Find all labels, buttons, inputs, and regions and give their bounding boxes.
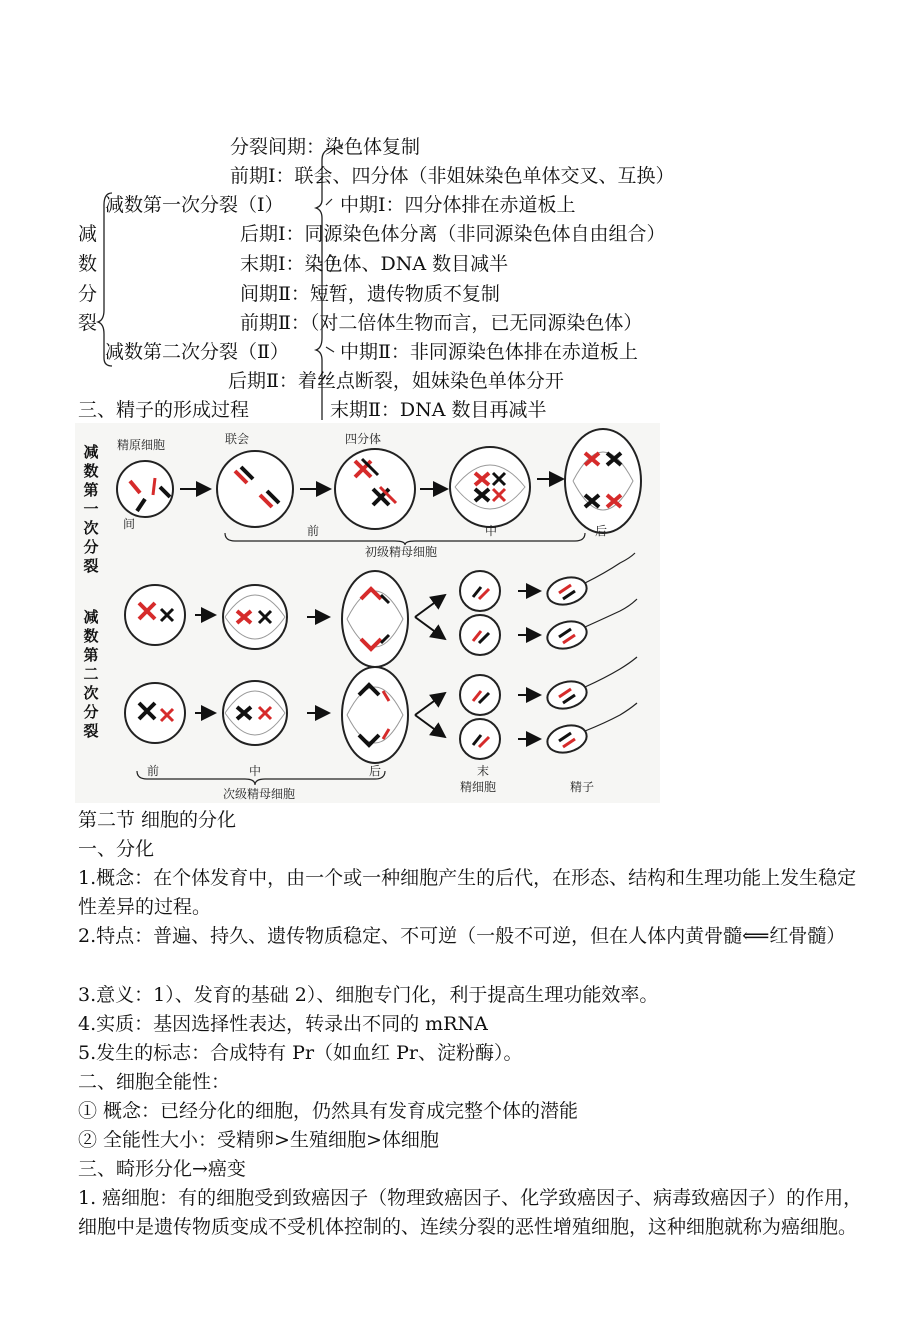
totipotency-heading: 二、细胞全能性： xyxy=(78,1071,231,1093)
cell-metaphase2-a xyxy=(223,585,287,649)
cell-prophase2-a xyxy=(125,585,185,645)
prophase2-desc: （对二倍体生物而言，已无同源染色体） xyxy=(309,312,643,334)
cell-anaphase2-a xyxy=(342,571,408,667)
stage-label-interphase: 间 xyxy=(123,517,136,531)
metaphase1-desc: 四分体排在赤道板上 xyxy=(404,194,576,216)
side-label-char: 第 xyxy=(83,481,99,499)
differentiation-essence: 4.实质：基因选择性表达，转录出不同的 mRNA xyxy=(78,1013,488,1035)
meiosis2-label: 减数第二次分裂（Ⅱ） xyxy=(105,341,289,363)
cell-interphase xyxy=(117,461,173,517)
interphase-row xyxy=(230,135,420,159)
telophase1-label: 末期Ⅰ： xyxy=(240,253,305,275)
prophase2-label: 前期Ⅱ： xyxy=(240,312,310,334)
figure-drawing xyxy=(75,423,660,803)
cell-tetrad xyxy=(335,449,415,529)
stage-label-anaphase1: 后 xyxy=(595,524,608,538)
differentiation-significance: 3.意义：1）、发育的基础 2）、细胞专门化，利于提高生理功能效率。 xyxy=(78,984,659,1006)
stage-label-prophase2: 前 xyxy=(147,764,160,778)
arrow xyxy=(415,693,445,715)
side-label-char: 减 xyxy=(83,608,99,626)
spermatid-3 xyxy=(460,675,500,715)
cell-metaphase2-b xyxy=(223,681,287,745)
outline-root-char: 减 xyxy=(78,223,98,245)
anaphase1-desc: 同源染色体分离（非同源染色体自由组合） xyxy=(304,223,666,245)
label-synapsis: 联会 xyxy=(225,432,250,446)
metaphase2-row xyxy=(340,340,638,364)
anaphase2-label: 后期Ⅱ： xyxy=(228,370,298,392)
caption-secondary-spermatocyte: 次级精母细胞 xyxy=(223,787,296,801)
differentiation-marker: 5.发生的标志：合成特有 Pr（如血红 Pr、淀粉酶）。 xyxy=(78,1042,523,1064)
differentiation-features: 2.特点：普遍、持久、遗传物质稳定、不可逆（一般不可逆，但在人体内黄骨髓⟸红骨髓） xyxy=(78,925,846,947)
metaphase1-row xyxy=(340,193,576,217)
telophase1-row xyxy=(240,252,508,276)
side-label-char: 一 xyxy=(83,500,99,518)
prophase1-row xyxy=(230,164,675,188)
label-spermatid: 精细胞 xyxy=(460,780,497,794)
side-label-char: 减 xyxy=(83,443,99,461)
totipotency-concept: ① 概念：已经分化的细胞，仍然具有发育成完整个体的潜能 xyxy=(78,1100,579,1122)
differentiation-concept: 1.概念：在个体发育中，由一个或一种细胞产生的后代，在形态、结构和生理功能上发生稳定性差异的过程。 xyxy=(78,867,857,918)
anaphase2-row xyxy=(228,369,564,393)
spermatogenesis-figure xyxy=(75,423,660,803)
interphase-label: 分裂间期： xyxy=(230,136,326,158)
telophase1-desc: 染色体、DNA 数目减半 xyxy=(304,253,509,275)
metaphase2-label: 中期Ⅱ： xyxy=(340,341,410,363)
sperm-2 xyxy=(544,599,637,653)
sperm-4 xyxy=(544,703,637,757)
spermatid-4 xyxy=(460,719,500,759)
meiosis1-label: 减数第一次分裂（Ⅰ） xyxy=(105,194,284,216)
interkinesis2-row xyxy=(240,282,500,306)
section2-title: 第二节 细胞的分化 xyxy=(78,809,237,831)
outline-root-char: 裂 xyxy=(78,312,98,334)
arrow xyxy=(415,617,445,639)
label-sperm: 精子 xyxy=(570,780,595,794)
telophase2-desc: DNA 数目再减半 xyxy=(399,399,547,421)
arrow xyxy=(415,715,445,737)
interphase-desc: 染色体复制 xyxy=(325,136,421,158)
stage-label-metaphase1: 中 xyxy=(485,524,498,538)
side-label-char: 次 xyxy=(83,684,99,702)
label-tetrad: 四分体 xyxy=(345,432,382,446)
abnormal-differentiation-heading: 三、畸形分化→癌变 xyxy=(78,1158,246,1180)
stage-label-prophase1: 前 xyxy=(307,524,320,538)
prophase1-label: 前期Ⅰ： xyxy=(230,165,295,187)
outline-root-char: 分 xyxy=(78,283,98,305)
prophase1-desc: 联会、四分体（非姐妹染色单体交叉、互换） xyxy=(294,165,675,187)
sperm-1 xyxy=(544,553,635,609)
outline-root-char: 数 xyxy=(78,253,98,275)
metaphase2-desc: 非同源染色体排在赤道板上 xyxy=(409,341,638,363)
section3-heading: 三、精子的形成过程 xyxy=(78,399,250,421)
metaphase1-label: 中期Ⅰ： xyxy=(340,194,405,216)
interkinesis2-desc: 短暂，遗传物质不复制 xyxy=(309,283,500,305)
cell-anaphase1 xyxy=(565,429,641,533)
caption-primary-spermatocyte: 初级精母细胞 xyxy=(365,545,438,559)
telophase2-label: 末期Ⅱ： xyxy=(330,399,400,421)
cell-anaphase2-b xyxy=(342,667,408,763)
arrow xyxy=(415,595,445,617)
cell-synapsis xyxy=(217,451,293,527)
side-label-char: 裂 xyxy=(83,722,99,740)
anaphase1-row xyxy=(240,222,666,246)
stage-label-telophase2: 末 xyxy=(477,764,490,778)
label-spermatogonium: 精原细胞 xyxy=(117,438,166,452)
prophase2-row xyxy=(240,311,642,335)
side-label-char: 裂 xyxy=(83,557,99,575)
side-label-char: 第 xyxy=(83,646,99,664)
side-label-char: 分 xyxy=(83,703,99,721)
cancer-cell-definition: 1. 癌细胞：有的细胞受到致癌因子（物理致癌因子、化学致癌因子、病毒致癌因子）的作用，细胞中是遗传物质变成不受机体控制的、连续分裂的恶性增殖细胞，这种细胞就称为癌细胞。 xyxy=(78,1187,863,1238)
anaphase2-desc: 着丝点断裂，姐妹染色单体分开 xyxy=(297,370,564,392)
side-label-char: 分 xyxy=(83,538,99,556)
spermatid-2 xyxy=(460,615,500,655)
side-label-char: 数 xyxy=(83,462,99,480)
interkinesis2-label: 间期Ⅱ： xyxy=(240,283,310,305)
side-label-char: 数 xyxy=(83,627,99,645)
sperm-3 xyxy=(544,657,637,713)
anaphase1-label: 后期Ⅰ： xyxy=(240,223,305,245)
bracket xyxy=(225,533,585,545)
side-label-char: 次 xyxy=(83,519,99,537)
totipotency-ranking: ② 全能性大小：受精卵>生殖细胞>体细胞 xyxy=(78,1129,439,1151)
differentiation-heading: 一、分化 xyxy=(78,838,155,860)
stage-label-metaphase2: 中 xyxy=(249,764,262,778)
telophase2-row xyxy=(330,398,547,422)
spermatid-1 xyxy=(460,571,500,611)
cell-metaphase1 xyxy=(450,447,530,527)
stage-label-anaphase2: 后 xyxy=(369,764,382,778)
side-label-char: 二 xyxy=(83,665,99,683)
cell-prophase2-b xyxy=(125,683,185,743)
